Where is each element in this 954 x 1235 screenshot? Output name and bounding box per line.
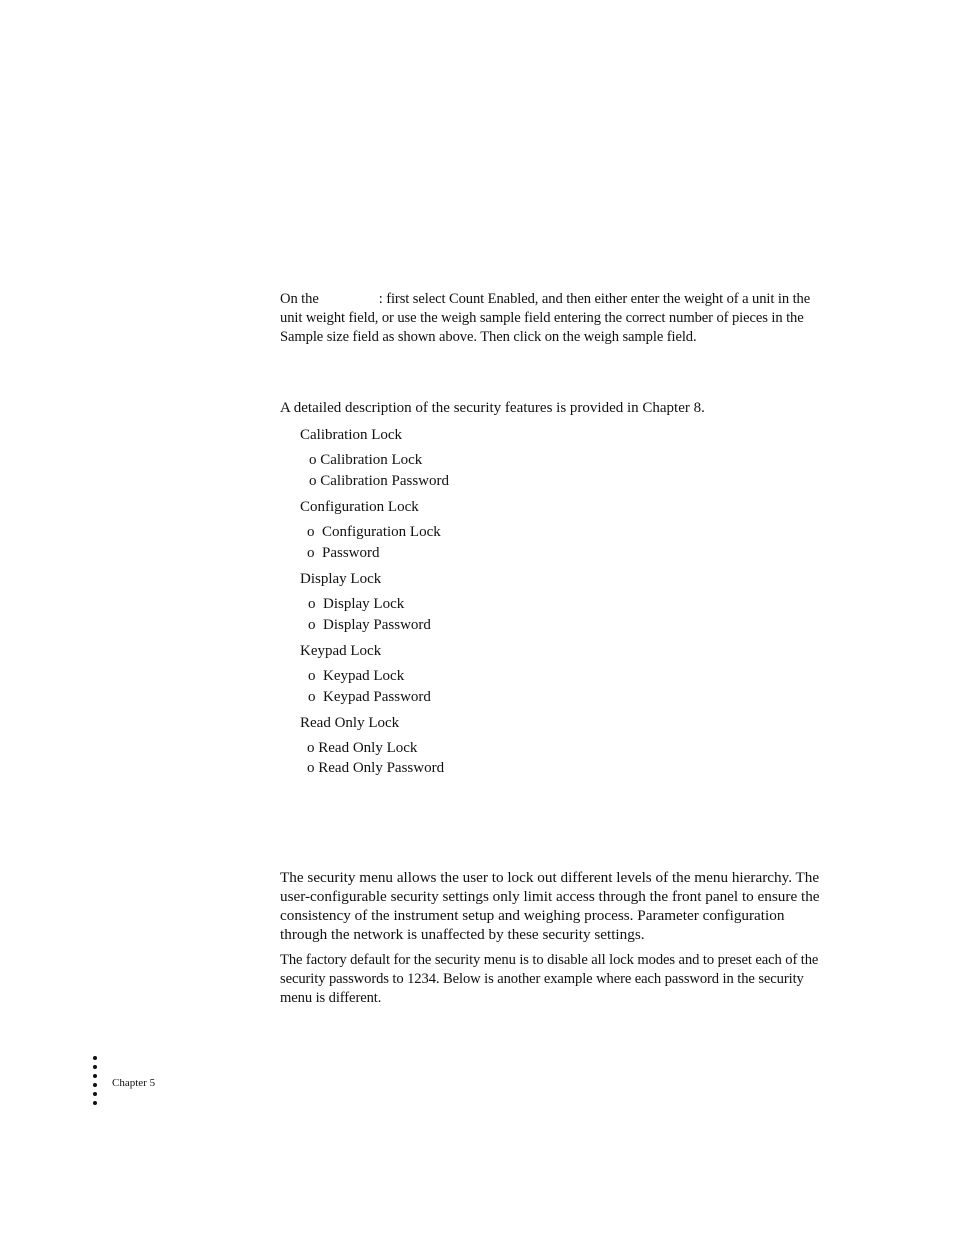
footer-dot	[93, 1056, 97, 1060]
lock-item-calibration-password: o Calibration Password	[309, 473, 449, 489]
lock-group-title-display: Display Lock	[300, 571, 382, 587]
lock-item-read-only-password: o Read Only Password	[307, 760, 445, 776]
lock-item-display-password: o Display Password	[308, 617, 431, 633]
footer-dot	[93, 1092, 97, 1096]
count-paragraph-text: : first select Count Enabled, and then either enter the weight of a unit in the unit weight field, or use the weigh sample field entering the correct number of pieces in the Sample size field as shown above. Then click on the weigh sample field.	[280, 291, 811, 345]
lock-item-configuration-password: o Password	[307, 545, 380, 561]
footer-chapter-label: Chapter 5	[112, 1077, 156, 1089]
footer-dot	[93, 1074, 97, 1078]
security-intro: A detailed description of the security features is provided in Chapter 8.	[280, 400, 705, 416]
lock-group-title-read-only: Read Only Lock	[300, 715, 400, 731]
count-paragraph	[280, 290, 820, 347]
lock-item-keypad-lock: o Keypad Lock	[308, 668, 405, 684]
lock-item-calibration-lock: o Calibration Lock	[309, 452, 423, 468]
footer-dot-column	[93, 1056, 97, 1110]
footer-dot	[93, 1083, 97, 1087]
lock-item-configuration-lock: o Configuration Lock	[307, 524, 441, 540]
lock-item-display-lock: o Display Lock	[308, 596, 405, 612]
lock-group-title-keypad: Keypad Lock	[300, 643, 382, 659]
lock-group-title-configuration: Configuration Lock	[300, 499, 419, 515]
count-paragraph-lead: On the	[280, 291, 319, 307]
factory-default-paragraph: The factory default for the security menu is to disable all lock modes and to preset each of the security passwords to 1234. Below is another example where each password in the security menu is different.	[280, 952, 819, 1006]
lock-item-read-only-lock: o Read Only Lock	[307, 740, 418, 756]
footer-dot	[93, 1101, 97, 1105]
lock-item-keypad-password: o Keypad Password	[308, 689, 431, 705]
footer-dot	[93, 1065, 97, 1069]
security-menu-paragraph: The security menu allows the user to lock out different levels of the menu hierarchy. The user-configurable security settings only limit access through the front panel to ensure the consistency of the instrument setup and weighing process. Parameter configuration through the network is unaffected by these security settings.	[280, 869, 820, 943]
lock-group-title-calibration: Calibration Lock	[300, 427, 403, 443]
